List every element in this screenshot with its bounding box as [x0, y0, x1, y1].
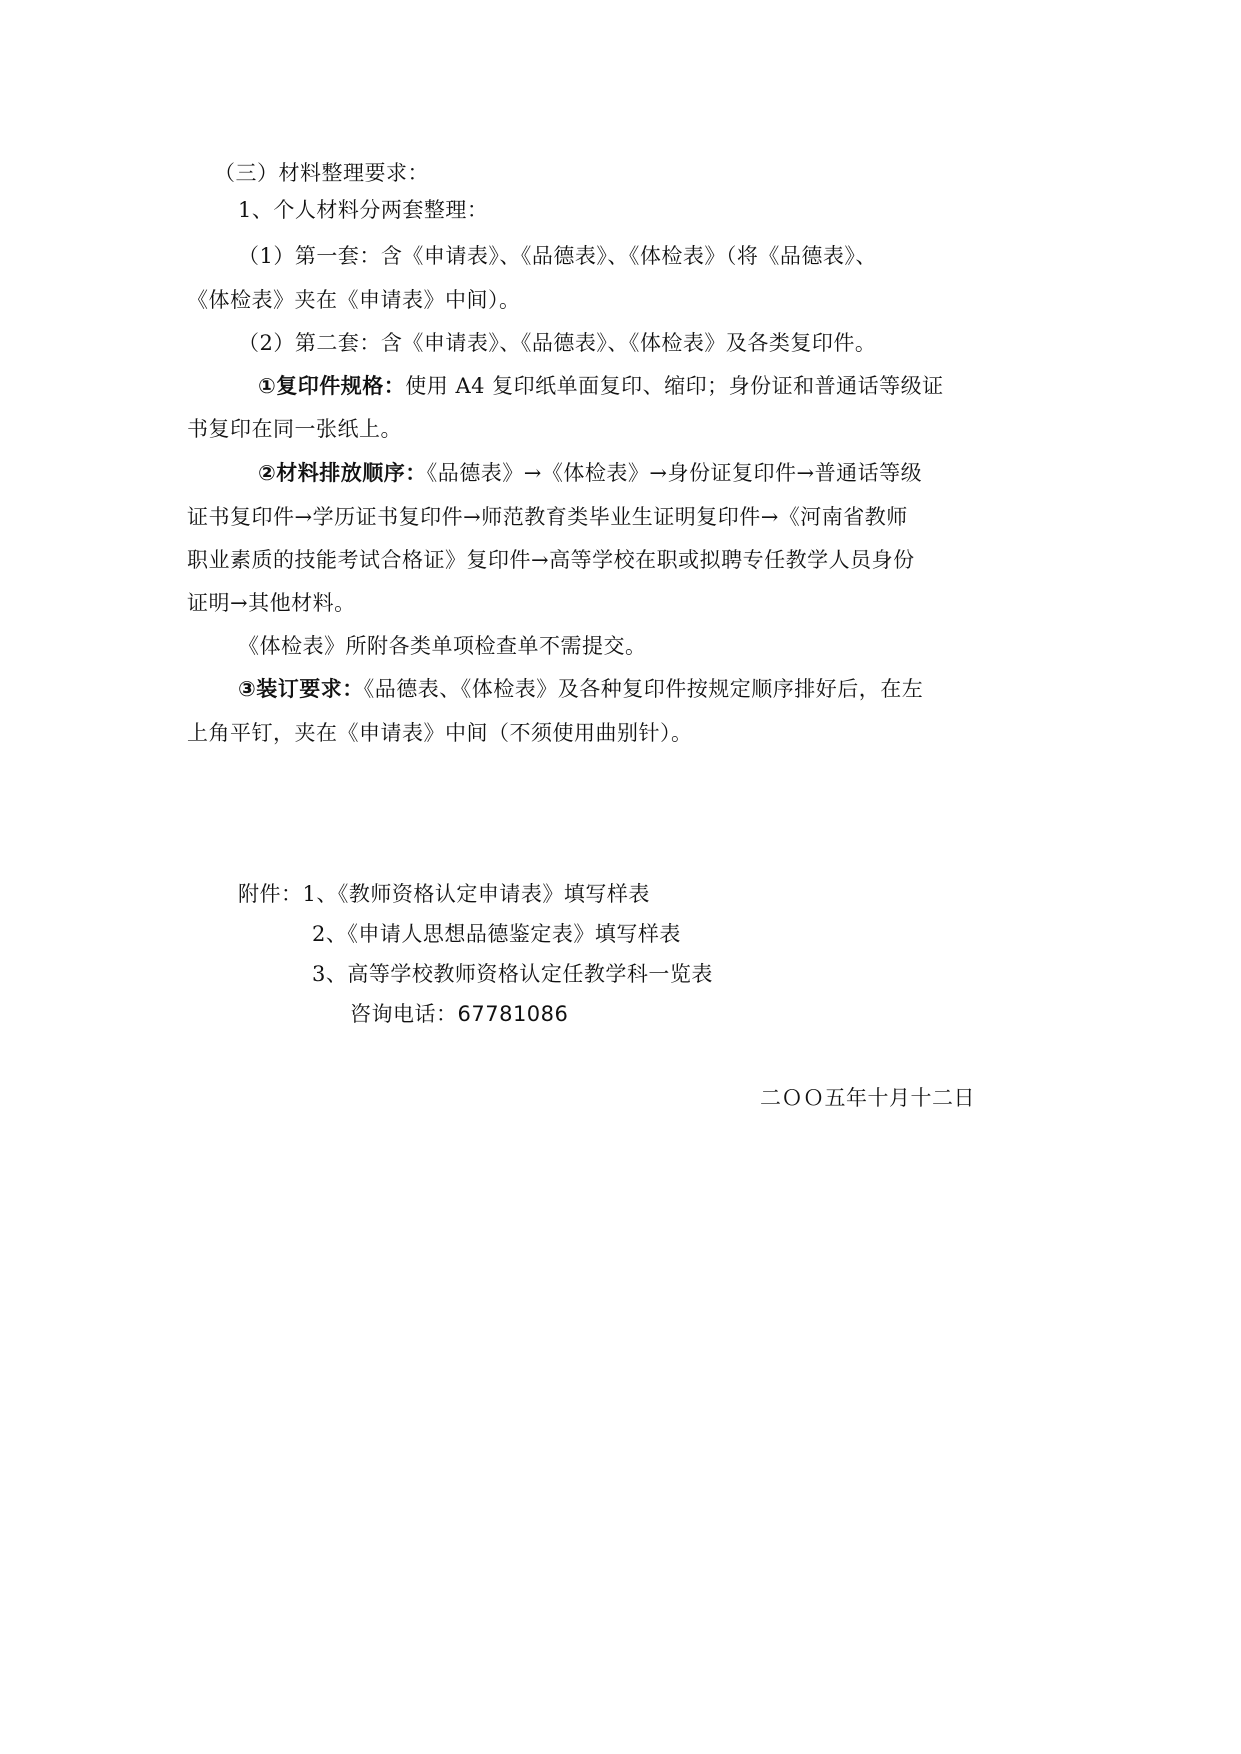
- copy-spec-text-1: 使用 A4 复印纸单面复印、缩印；身份证和普通话等级证: [405, 374, 944, 398]
- binding-label: ③装订要求：: [238, 677, 364, 701]
- order-line-1: [258, 459, 922, 487]
- exam-note: 《体检表》所附各类单项检查单不需提交。: [238, 634, 647, 658]
- copy-spec-line-1: [258, 372, 944, 400]
- copy-spec-label: ①复印件规格：: [258, 374, 406, 398]
- document-date: 二ＯＯ五年十月十二日: [760, 1086, 975, 1110]
- phone-line: [350, 1000, 568, 1028]
- set-1-line-2: 《体检表》夹在《申请表》中间）。: [187, 288, 521, 312]
- order-line-4: 证明→其他材料。: [187, 591, 356, 615]
- attachment-item-3: 3、高等学校教师资格认定任教学科一览表: [312, 962, 713, 986]
- attachment-item-2: 2、《申请人思想品德鉴定表》填写样表: [312, 922, 681, 946]
- binding-text-1: 《品德表、《体检表》及各种复印件按规定顺序排好后，在左: [363, 677, 924, 701]
- binding-line-2: 上角平钉，夹在《申请表》中间（不须使用曲别针）。: [187, 721, 693, 745]
- order-line-3: 职业素质的技能考试合格证》复印件→高等学校在职或拟聘专任教学人员身份: [187, 548, 915, 572]
- attachment-prefix: 附件：: [238, 882, 303, 906]
- binding-line-1: [238, 675, 923, 703]
- phone-label: 咨询电话：: [350, 1002, 458, 1026]
- order-text-1: 《品德表》→《体检表》→身份证复印件→普通话等级: [426, 461, 923, 485]
- section-heading: （三）材料整理要求：: [214, 161, 429, 185]
- attachment-item-1: 1、《教师资格认定申请表》填写样表: [302, 882, 650, 906]
- item-1-heading: 1、个人材料分两套整理：: [238, 198, 489, 222]
- phone-number: 67781086: [457, 1002, 569, 1026]
- copy-spec-line-2: 书复印在同一张纸上。: [187, 417, 402, 441]
- set-1-line-1: （1）第一套：含《申请表》、《品德表》、《体检表》（将《品德表》、: [238, 244, 877, 268]
- attachment-line-1: [238, 880, 650, 908]
- order-line-2: 证书复印件→学历证书复印件→师范教育类毕业生证明复印件→《河南省教师: [187, 505, 908, 529]
- order-label: ②材料排放顺序：: [258, 461, 427, 485]
- set-2-line: （2）第二套：含《申请表》、《品德表》、《体检表》及各类复印件。: [238, 331, 877, 355]
